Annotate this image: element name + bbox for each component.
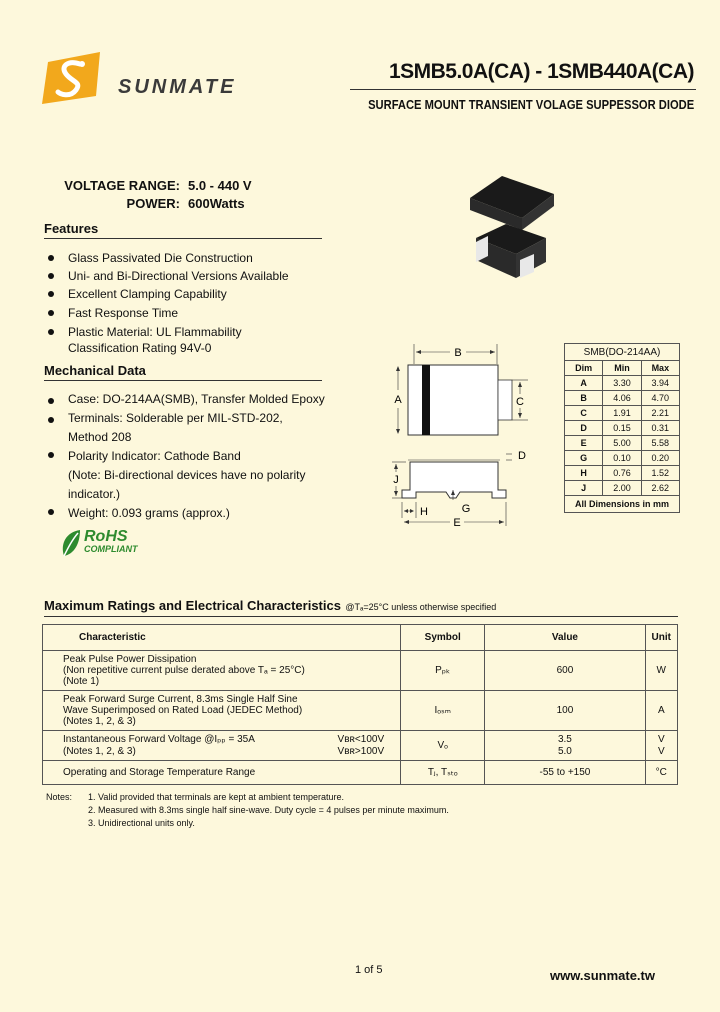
rohs-subtitle: COMPLIANT (84, 544, 138, 554)
table-row: D 0.15 0.31 (565, 421, 680, 436)
dim-label-g: G (461, 503, 471, 515)
notes-list (88, 791, 449, 830)
bullet-icon (48, 509, 54, 515)
list-item: Excellent Clamping Capability (44, 286, 344, 303)
col-header-characteristic: Characteristic (43, 625, 401, 651)
rohs-title: RoHS (84, 528, 128, 545)
table-row: C 1.91 2.21 (565, 406, 680, 421)
ratings-heading: Maximum Ratings and Electrical Characteristics (44, 598, 341, 613)
table-row: Peak Pulse Power Dissipation (Non repetitive current pulse derated above Tₐ = 25°C) (Note 1) Pₚₖ 600 W (43, 651, 678, 691)
col-header-value: Value (485, 625, 645, 651)
list-item: Terminals: Solderable per MIL-STD-202, (44, 409, 354, 428)
power-label: POWER: (126, 196, 180, 211)
package-image (462, 168, 562, 293)
notes-label: Notes: (46, 792, 73, 802)
dim-table-title: SMB(DO-214AA) (565, 344, 680, 361)
dimension-table (564, 343, 680, 513)
terminals-continuation: Method 208 (68, 430, 132, 444)
mechanical-heading: Mechanical Data (44, 363, 146, 378)
list-item: Glass Passivated Die Construction (44, 250, 344, 267)
table-row: E 5.00 5.58 (565, 436, 680, 451)
ratings-condition: @Tₐ=25°C unless otherwise specified (345, 602, 497, 612)
dim-table-footer: All Dimensions in mm (565, 496, 680, 513)
list-item: Plastic Material: UL Flammability (44, 324, 344, 341)
voltage-value: 5.0 - 440 V (188, 178, 252, 193)
ratings-divider (44, 616, 678, 617)
bullet-icon (48, 329, 54, 335)
bullet-icon (48, 417, 54, 423)
dim-label-j: J (393, 474, 399, 486)
page-number: 1 of 5 (355, 964, 383, 976)
website-link[interactable]: www.sunmate.tw (550, 968, 655, 983)
list-item: Case: DO-214AA(SMB), Transfer Molded Epoxy (44, 390, 354, 409)
brand-name: SUNMATE (118, 76, 237, 98)
mechanical-divider (44, 380, 322, 381)
dim-col-header: Min (603, 361, 641, 376)
leaf-icon (60, 528, 82, 558)
dim-label-d: D (518, 450, 526, 462)
power-value: 600Watts (188, 196, 245, 211)
bullet-icon (48, 273, 54, 279)
package-dimension-diagram (380, 340, 540, 535)
note-item: 1. Valid provided that terminals are kept at ambient temperature. (88, 792, 344, 802)
features-list (44, 250, 344, 356)
table-row: Instantaneous Forward Voltage @Iₚₚ = 35A Vʙʀ<100V (Notes 1, 2, & 3) Vʙʀ>100V Vₒ 3.5 5.0 V V (43, 731, 678, 761)
note-item: 3. Unidirectional units only. (88, 818, 195, 828)
page-subtitle: SURFACE MOUNT TRANSIENT VOLAGE SUPPESSOR DIODE (367, 97, 694, 112)
ratings-table (42, 624, 678, 785)
feature-continuation: Classification Rating 94V-0 (68, 341, 212, 355)
bullet-icon (48, 398, 54, 404)
bullet-icon (48, 291, 54, 297)
features-heading: Features (44, 221, 99, 236)
dim-label-c: C (516, 396, 524, 408)
list-item: Uni- and Bi-Directional Versions Available (44, 268, 344, 285)
col-header-symbol: Symbol (401, 625, 485, 651)
list-item: Polarity Indicator: Cathode Band (44, 447, 354, 466)
rohs-badge (60, 528, 138, 558)
list-item: Fast Response Time (44, 305, 344, 322)
dim-col-header: Dim (565, 361, 603, 376)
table-row: A 3.30 3.94 (565, 376, 680, 391)
bullet-icon (48, 255, 54, 261)
voltage-label: VOLTAGE RANGE: (64, 178, 180, 193)
mechanical-list (44, 390, 354, 523)
brand-logo (38, 52, 106, 104)
dim-col-header: Max (641, 361, 679, 376)
table-row: Peak Forward Surge Current, 8.3ms Single Half Sine Wave Superimposed on Rated Load (JEDEC Method) (Notes 1, 2, & 3) Iₒₛₘ 100 A (43, 691, 678, 731)
title-divider (350, 89, 696, 90)
dim-label-h: H (420, 506, 428, 518)
bullet-icon (48, 310, 54, 316)
list-item: Weight: 0.093 grams (approx.) (44, 504, 354, 523)
polarity-note: (Note: Bi-directional devices have no polarity (68, 468, 306, 482)
page-title: 1SMB5.0A(CA) - 1SMB440A(CA) (388, 60, 694, 83)
bullet-icon (48, 452, 54, 458)
polarity-note-cont: indicator.) (68, 487, 121, 501)
note-item: 2. Measured with 8.3ms single half sine-wave. Duty cycle = 4 pulses per minute maximum. (88, 805, 449, 815)
dim-label-e: E (453, 517, 461, 529)
spec-block (44, 178, 252, 211)
table-row: G 0.10 0.20 (565, 451, 680, 466)
table-row: H 0.76 1.52 (565, 466, 680, 481)
table-row: J 2.00 2.62 (565, 481, 680, 496)
features-divider (44, 238, 322, 239)
table-row: B 4.06 4.70 (565, 391, 680, 406)
dim-label-b: B (454, 347, 462, 359)
ratings-header (44, 597, 496, 615)
dim-label-a: A (394, 394, 402, 406)
table-row: Operating and Storage Temperature Range Tⱼ, Tₛₜₒ -55 to +150 °C (43, 761, 678, 785)
col-header-unit: Unit (645, 625, 677, 651)
